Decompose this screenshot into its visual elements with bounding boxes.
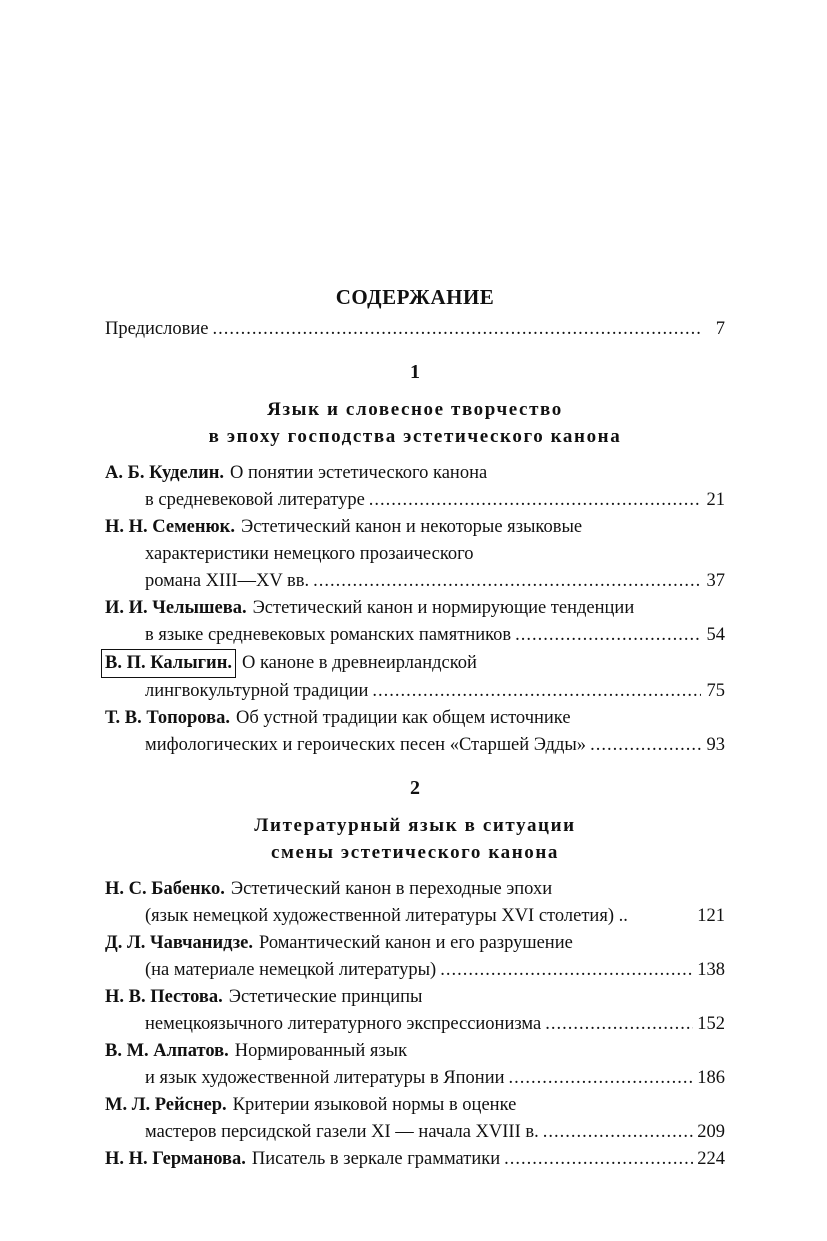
entry-title-line: (язык немецкой художественной литературы XVI столетия) .. bbox=[145, 906, 628, 926]
preface-label: Предисловие bbox=[105, 319, 209, 339]
page-number: 224 bbox=[697, 1149, 725, 1169]
page-number: 121 bbox=[697, 906, 725, 926]
leader-dots bbox=[590, 732, 701, 759]
entry-title-line: Эстетический канон и некоторые языковые bbox=[240, 517, 583, 537]
leader-dots bbox=[515, 622, 701, 649]
toc-entry-preface bbox=[105, 316, 725, 343]
leader-dots bbox=[545, 1011, 693, 1038]
entry-author: Н. Н. Семенюк. bbox=[105, 517, 235, 537]
entry-author: А. Б. Куделин. bbox=[105, 463, 225, 483]
entry-author-highlighted: В. П. Калыгин. bbox=[101, 649, 236, 678]
toc-entry bbox=[105, 649, 725, 705]
section-title bbox=[105, 396, 725, 450]
entry-title-line: Критерии языковой нормы в оценке bbox=[232, 1095, 517, 1115]
page-number: 209 bbox=[697, 1122, 725, 1142]
section-title-line: Язык и словесное творчество bbox=[267, 399, 563, 420]
toc-entry bbox=[105, 595, 725, 649]
toc-page bbox=[105, 285, 725, 1173]
entry-title-line: мифологических и героических песен «Старшей Эдды» bbox=[145, 735, 587, 755]
entry-title-line: Эстетический канон в переходные эпохи bbox=[230, 879, 553, 899]
toc-entry bbox=[105, 1146, 725, 1173]
entry-title-line: (на материале немецкой литературы) bbox=[145, 960, 437, 980]
page-number: 7 bbox=[715, 319, 725, 339]
entry-title-line: мастеров персидской газели XI — начала XVIII в. bbox=[145, 1122, 539, 1142]
entry-title-line: Романтический канон и его разрушение bbox=[258, 933, 573, 953]
section-number: 1 bbox=[410, 361, 420, 383]
section-title-line: в эпоху господства эстетического канона bbox=[208, 426, 622, 447]
leader-dots bbox=[372, 678, 701, 705]
leader-dots bbox=[212, 316, 701, 343]
toc-entry bbox=[105, 1038, 725, 1092]
section-title-line: Литературный язык в ситуации bbox=[254, 815, 576, 836]
toc-entry bbox=[105, 705, 725, 759]
entry-author: Т. В. Топорова. bbox=[105, 708, 230, 728]
entry-title-line: и язык художественной литературы в Японии bbox=[145, 1068, 505, 1088]
page-number: 93 bbox=[706, 735, 725, 755]
toc-entry bbox=[105, 984, 725, 1038]
entry-title-line: романа XIII—XV вв. bbox=[145, 571, 310, 591]
leader-dots bbox=[313, 568, 701, 595]
page-number: 152 bbox=[697, 1014, 725, 1034]
entry-author: М. Л. Рейснер. bbox=[105, 1095, 227, 1115]
page-number: 75 bbox=[706, 681, 725, 701]
page-number: 21 bbox=[706, 490, 725, 510]
entry-title-line: Об устной традиции как общем источнике bbox=[235, 708, 571, 728]
entry-title-line: в средневековой литературе bbox=[145, 490, 365, 510]
entry-author: Н. Н. Германова. bbox=[105, 1149, 246, 1169]
entry-author: Д. Л. Чавчанидзе. bbox=[105, 933, 253, 953]
entry-title-line: О каноне в древнеирландской bbox=[241, 653, 477, 673]
page-number: 37 bbox=[706, 571, 725, 591]
entry-author: И. И. Челышева. bbox=[105, 598, 247, 618]
page-number: 54 bbox=[706, 625, 725, 645]
entry-author: В. М. Алпатов. bbox=[105, 1041, 229, 1061]
section-title-line: смены эстетического канона bbox=[270, 842, 560, 863]
page-number: 186 bbox=[697, 1068, 725, 1088]
entry-title-line: Нормированный язык bbox=[234, 1041, 408, 1061]
toc-entry bbox=[105, 930, 725, 984]
entry-title-line: лингвокультурной традиции bbox=[145, 681, 369, 701]
leader-dots bbox=[440, 957, 693, 984]
entry-author: Н. С. Бабенко. bbox=[105, 879, 225, 899]
entry-title-line: О понятии эстетического канона bbox=[230, 463, 488, 483]
entry-title-line: Писатель в зеркале грамматики bbox=[251, 1149, 501, 1169]
toc-title: СОДЕРЖАНИЕ bbox=[335, 285, 495, 309]
page-number: 138 bbox=[697, 960, 725, 980]
toc-entry bbox=[105, 460, 725, 514]
leader-dots bbox=[369, 487, 701, 514]
section-title bbox=[105, 812, 725, 866]
section-number: 2 bbox=[410, 777, 420, 799]
toc-entry bbox=[105, 514, 725, 595]
entry-author: Н. В. Пестова. bbox=[105, 987, 223, 1007]
entry-title-line: характеристики немецкого прозаического bbox=[145, 544, 474, 564]
entry-title-line: немецкоязычного литературного экспрессионизма bbox=[145, 1014, 542, 1034]
entry-title-line: Эстетические принципы bbox=[228, 987, 423, 1007]
leader-dots bbox=[504, 1146, 693, 1173]
toc-entry bbox=[105, 1092, 725, 1146]
toc-entry bbox=[105, 876, 725, 930]
entry-title-line: Эстетический канон и нормирующие тенденции bbox=[252, 598, 635, 618]
leader-dots bbox=[543, 1119, 694, 1146]
leader-dots bbox=[509, 1065, 694, 1092]
entry-title-line: в языке средневековых романских памятников bbox=[145, 625, 512, 645]
